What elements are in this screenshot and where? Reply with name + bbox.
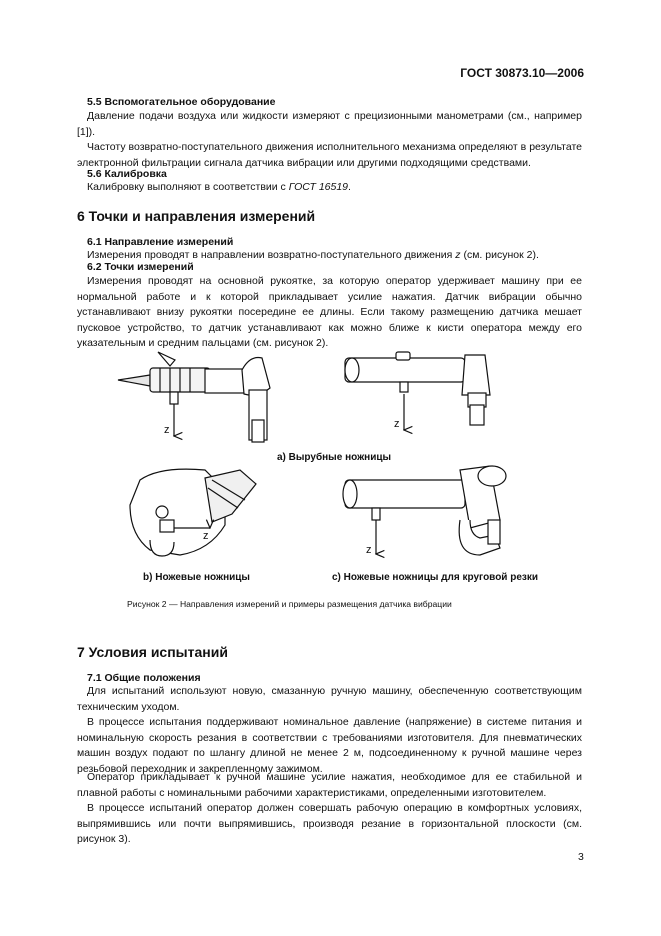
section-7-1-paragraph-4: В процессе испытаний оператор должен совершать рабочую операцию в комфортных условиях, выпрямившись или почти выпрямившись, производя резание в горизонтальной плоскости (см. рисунок 3). <box>77 802 582 845</box>
drawing-c-tool <box>343 466 506 555</box>
drawing-a-right-tool <box>345 352 490 425</box>
section-6-1-paragraph: Измерения проводят в направлении возвратно-поступательного движения z (см. рисунок 2). <box>87 249 539 261</box>
section-7-1-paragraph-1: Для испытаний используют новую, смазанную ручную машину, обеспеченную соответствующим техническим уходом. <box>77 685 582 713</box>
section-5-5-paragraph-2: Частоту возвратно-поступательного движения исполнительного механизма определяют в результате электронной фильтрации сигнала датчика вибрации или другими подходящими средствами. <box>77 141 582 169</box>
axis-z-label-a-left: z <box>164 424 170 436</box>
caption-c: с) Ножевые ножницы для круговой резки <box>332 572 539 583</box>
gost-reference: ГОСТ 16519 <box>288 181 349 193</box>
drawing-a-left-tool <box>118 352 270 442</box>
section-5-5-paragraph-1: Давление подачи воздуха или жидкости измеряют с прецизионными манометрами (см., например [1]). <box>77 110 582 138</box>
axis-z-label-a-right: z <box>394 418 400 430</box>
section-7-heading: 7 Условия испытаний <box>77 644 228 660</box>
section-7-1-paragraph-2: В процессе испытания поддерживают номинальное давление (напряжение) в системе питания и номинальную скорость резания в соответствии с требованиями изготовителя. Для пневматических машин воздух подают по шлангу длиной не менее 2 м, подсоединенному к ручной машине через резьбовой переходник и закрепленному зажимом. <box>77 716 582 775</box>
section-5-6-title: 5.6 Калибровка <box>87 168 167 180</box>
standard-header: ГОСТ 30873.10—2006 <box>460 66 584 80</box>
caption-b: b) Ножевые ножницы <box>143 572 250 583</box>
caption-a: а) Вырубные ножницы <box>277 452 392 463</box>
drawing-b-tool <box>130 469 256 556</box>
section-7-1-paragraph-3: Оператор прикладывает к ручной машине усилие нажатия, необходимое для ее стабильной и плавной работы с номинальными рабочими характеристиками, определенными изготовителем. <box>77 771 582 799</box>
section-6-1-title: 6.1 Направление измерений <box>87 236 234 248</box>
section-6-heading: 6 Точки и направления измерений <box>77 208 316 224</box>
section-5-5-title: 5.5 Вспомогательное оборудование <box>87 96 276 108</box>
axis-z-label-b: z <box>203 530 209 542</box>
section-6-2-title: 6.2 Точки измерений <box>87 261 194 273</box>
section-6-2-paragraph: Измерения проводят на основной рукоятке, за которую оператор удерживает машину при ее нормальной работе и к которой прикладывает усилие нажатия. Датчик вибрации обычно устанавливают внизу рукоятки посередине ее длины. Если такому размещению датчика мешает пусковое устройство, то датчик устанавливают как можно ближе к кисти оператора между его указательным и средним пальцами (см. рисунок 2). <box>77 275 582 349</box>
page-number: 3 <box>578 851 584 863</box>
axis-z-label-c: z <box>366 544 372 556</box>
section-5-6-paragraph: Калибровку выполняют в соответствии с ГОСТ 16519. <box>87 181 351 193</box>
figure-2-title: Рисунок 2 — Направления измерений и примеры размещения датчика вибрации <box>127 599 452 609</box>
section-7-1-title: 7.1 Общие положения <box>87 672 201 684</box>
